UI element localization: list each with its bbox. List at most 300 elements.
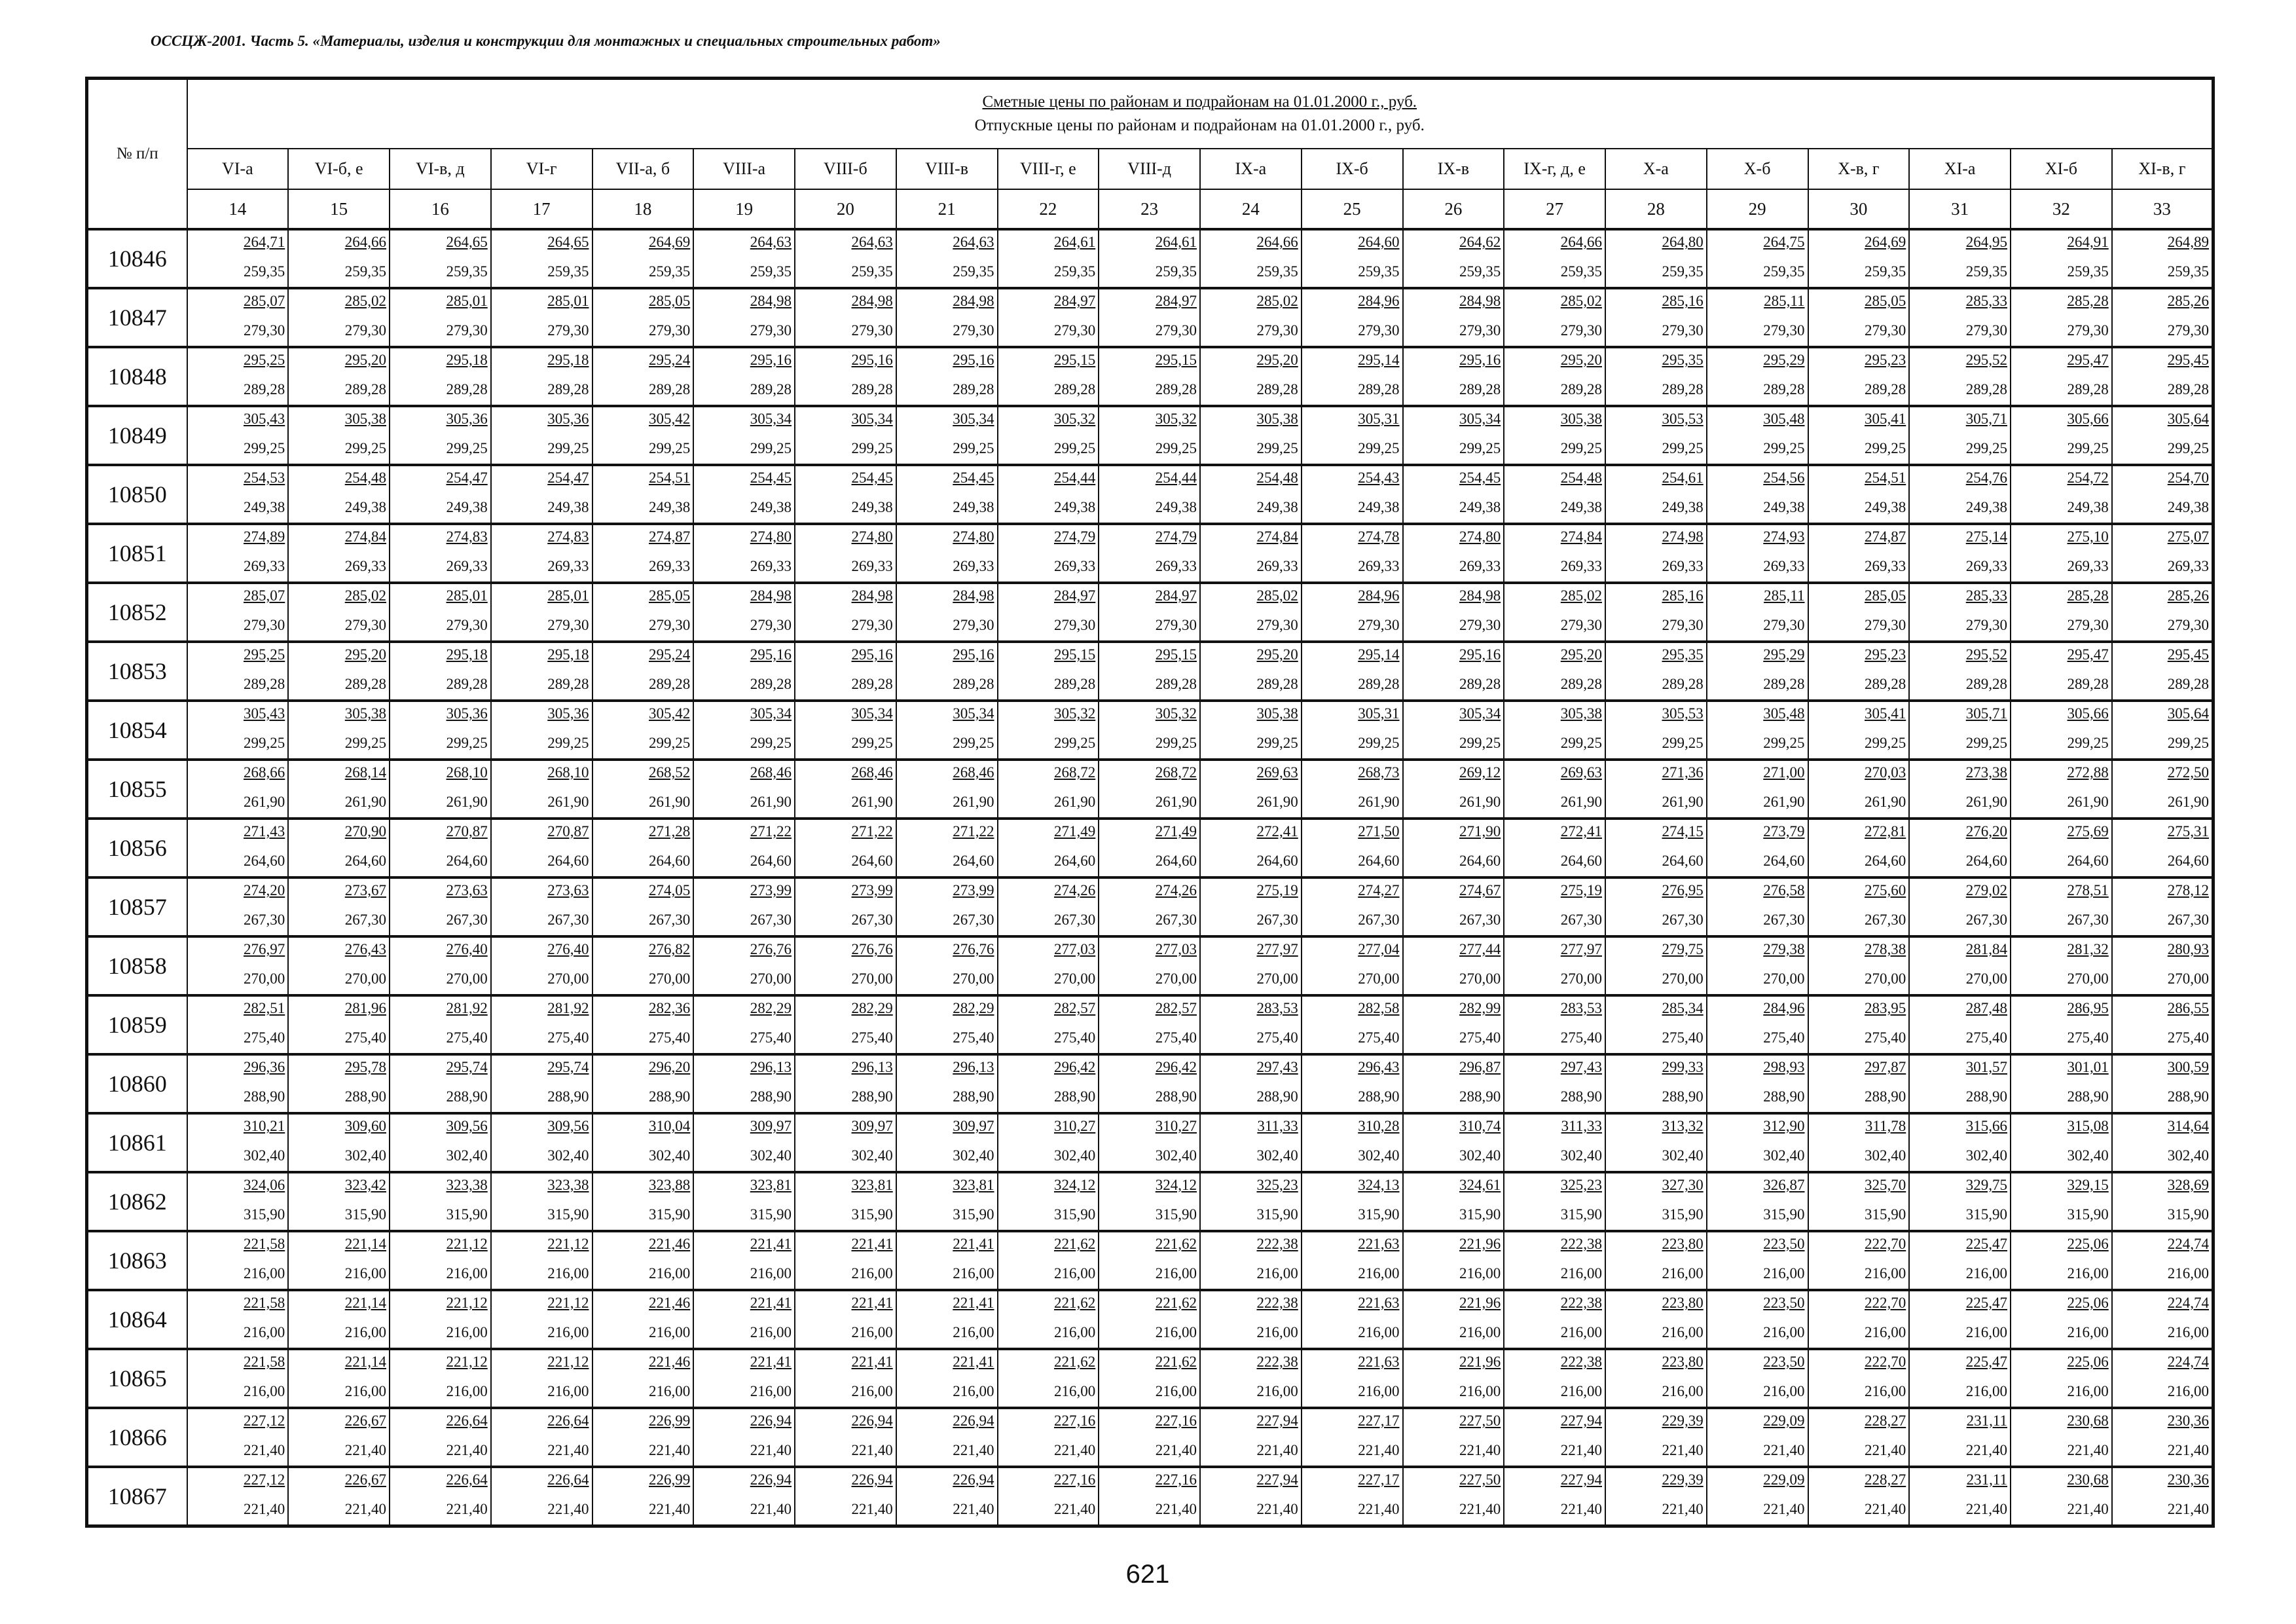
price-cell [1605,1290,1707,1349]
release-price: 289,28 [1662,676,1704,692]
estimated-price: 295,15 [1155,352,1197,368]
release-price: 269,33 [344,558,386,574]
price-cell [2112,995,2214,1054]
estimated-price: 264,65 [547,234,589,250]
estimated-price: 311,33 [1257,1118,1298,1134]
price-cell [1302,1231,1403,1290]
release-price: 289,28 [446,381,488,397]
price-cell [896,877,998,936]
price-cell [1200,877,1302,936]
estimated-price: 305,53 [1662,411,1704,427]
release-price: 275,40 [1459,1029,1501,1046]
price-cell [2011,760,2112,819]
price-cell [1808,229,1910,288]
estimated-price: 305,66 [2067,411,2109,427]
price-cell [1200,701,1302,760]
estimated-price: 221,12 [446,1295,488,1311]
price-cell [1707,583,1808,642]
price-cell [592,1172,694,1231]
zone-header-cell: XI-в, г [2112,149,2214,189]
price-cell [1707,995,1808,1054]
price-cell [2112,1231,2214,1290]
column-number-cell: 22 [998,189,1099,229]
estimated-price: 296,42 [1155,1059,1197,1075]
estimated-price: 315,08 [2067,1118,2109,1134]
estimated-price: 276,95 [1662,882,1704,898]
price-cell [1808,1349,1910,1408]
price-cell [288,819,390,877]
price-cell [1605,1172,1707,1231]
price-cell [1302,819,1403,877]
estimated-price: 221,62 [1155,1236,1197,1252]
release-price: 299,25 [344,735,386,751]
release-price: 279,30 [1865,322,1906,339]
estimated-price: 310,28 [1358,1118,1400,1134]
release-price: 249,38 [1865,499,1906,515]
release-price: 221,40 [1865,1442,1906,1458]
price-cell [2112,819,2214,877]
release-price: 275,40 [547,1029,589,1046]
release-price: 264,60 [750,853,792,869]
estimated-price: 231,11 [1966,1471,2007,1488]
estimated-price: 282,36 [649,1000,691,1016]
estimated-price: 275,19 [1560,882,1602,898]
release-price: 279,30 [1459,322,1501,339]
price-cell [1200,1467,1302,1526]
price-cell [1808,347,1910,406]
release-price: 270,00 [244,970,285,987]
release-price: 221,40 [1662,1501,1704,1517]
estimated-price: 274,15 [1662,823,1704,840]
release-price: 221,40 [1459,1501,1501,1517]
release-price: 279,30 [344,617,386,633]
estimated-price: 326,87 [1763,1177,1805,1193]
release-price: 259,35 [1256,263,1298,280]
row-number: 10866 [87,1408,187,1467]
estimated-price: 230,36 [2167,1412,2209,1429]
price-cell [390,1054,491,1113]
release-price: 221,40 [1965,1501,2007,1517]
price-cell [2112,1054,2214,1113]
price-cell [491,524,592,583]
price-cell [2011,229,2112,288]
estimated-price: 295,74 [446,1059,488,1075]
price-cell [896,229,998,288]
price-cell [2112,642,2214,701]
release-price: 299,25 [2167,735,2209,751]
price-cell [187,465,289,524]
release-price: 264,60 [446,853,488,869]
price-cell [1302,760,1403,819]
release-price: 249,38 [244,499,285,515]
estimated-price: 305,42 [649,705,691,722]
estimated-price: 282,29 [851,1000,893,1016]
release-price: 270,00 [547,970,589,987]
price-cell [288,995,390,1054]
release-price: 299,25 [244,735,285,751]
release-price: 299,25 [953,735,994,751]
estimated-price: 254,76 [1965,470,2007,486]
estimated-price: 221,41 [750,1354,792,1370]
price-cell [491,819,592,877]
release-price: 299,25 [750,440,792,456]
estimated-price: 221,14 [344,1236,386,1252]
estimated-price: 269,12 [1459,764,1501,781]
estimated-price: 295,18 [547,352,589,368]
release-price: 315,90 [1054,1206,1096,1223]
price-cell [1504,1231,1605,1290]
release-price: 279,30 [1763,322,1805,339]
price-cell [1403,1408,1504,1467]
price-cell [1808,1290,1910,1349]
estimated-price: 285,05 [1865,293,1906,309]
estimated-price: 285,02 [1560,587,1602,604]
release-price: 259,35 [1358,263,1400,280]
estimated-price: 222,38 [1560,1236,1602,1252]
estimated-price: 278,51 [2067,882,2109,898]
estimated-price: 254,72 [2067,470,2109,486]
release-price: 270,00 [1459,970,1501,987]
release-price: 221,40 [547,1442,589,1458]
estimated-price: 254,45 [750,470,792,486]
price-cell [390,877,491,936]
release-price: 288,90 [1459,1088,1501,1105]
price-cell [1605,701,1707,760]
release-price: 264,60 [1155,853,1197,869]
price-cell [1909,583,2011,642]
release-price: 289,28 [244,381,285,397]
release-price: 299,25 [1560,735,1602,751]
price-cell [896,1231,998,1290]
estimated-price: 305,71 [1965,411,2007,427]
release-price: 275,40 [1358,1029,1400,1046]
price-cell [693,465,795,524]
release-price: 279,30 [1358,617,1400,633]
price-cell [1605,524,1707,583]
price-cell [998,347,1099,406]
release-price: 315,90 [1763,1206,1805,1223]
estimated-price: 264,62 [1459,234,1501,250]
estimated-price: 285,11 [1764,293,1805,309]
price-cell [693,229,795,288]
release-price: 289,28 [851,381,893,397]
release-price: 267,30 [446,912,488,928]
release-price: 279,30 [1358,322,1400,339]
price-cell [2011,701,2112,760]
price-cell [896,583,998,642]
release-price: 279,30 [2067,322,2109,339]
price-cell [1605,288,1707,347]
price-cell [491,1349,592,1408]
price-cell [795,347,896,406]
table-row [87,1231,2214,1290]
price-cell [1808,1054,1910,1113]
release-price: 249,38 [851,499,893,515]
price-table [85,77,2215,1528]
estimated-price: 276,76 [953,941,994,957]
price-cell [1707,760,1808,819]
release-price: 288,90 [851,1088,893,1105]
table-row [87,760,2214,819]
price-cell [1302,229,1403,288]
estimated-price: 279,02 [1965,882,2007,898]
release-price: 279,30 [1155,322,1197,339]
estimated-price: 282,51 [244,1000,285,1016]
estimated-price: 305,32 [1155,411,1197,427]
table-row [87,229,2214,288]
price-cell [998,229,1099,288]
release-price: 279,30 [547,617,589,633]
price-cell [592,760,694,819]
price-cell [1909,995,2011,1054]
price-cell [1707,819,1808,877]
release-price: 267,30 [244,912,285,928]
release-price: 267,30 [1965,912,2007,928]
estimated-price: 295,20 [1256,352,1298,368]
price-cell [1403,877,1504,936]
release-price: 275,40 [1054,1029,1096,1046]
row-number: 10862 [87,1172,187,1231]
estimated-price: 305,34 [851,705,893,722]
price-cell [592,406,694,465]
estimated-price: 274,78 [1358,528,1400,545]
release-price: 221,40 [2067,1501,2109,1517]
price-cell [1707,936,1808,995]
estimated-price: 275,07 [2167,528,2209,545]
release-price: 264,60 [1459,853,1501,869]
price-cell [1302,701,1403,760]
estimated-price: 287,48 [1965,1000,2007,1016]
column-number-row [87,189,2214,229]
price-cell [1403,465,1504,524]
price-cell [1707,406,1808,465]
price-cell [1302,1290,1403,1349]
estimated-price: 271,49 [1155,823,1197,840]
release-price: 216,00 [2067,1265,2109,1282]
release-price: 216,00 [1662,1324,1704,1340]
estimated-price: 325,23 [1560,1177,1602,1193]
price-cell [1909,229,2011,288]
price-cell [1504,1290,1605,1349]
release-price: 216,00 [1965,1265,2007,1282]
release-price: 299,25 [1256,735,1298,751]
release-price: 269,33 [1155,558,1197,574]
price-cell [1808,819,1910,877]
estimated-price: 295,20 [1560,646,1602,663]
release-price: 269,33 [1965,558,2007,574]
release-price: 269,33 [1256,558,1298,574]
price-cell [1808,406,1910,465]
price-cell [2112,1408,2214,1467]
estimated-price: 305,43 [244,411,285,427]
estimated-price: 283,53 [1560,1000,1602,1016]
release-price: 302,40 [244,1147,285,1164]
release-price: 299,25 [1054,440,1096,456]
table-row [87,877,2214,936]
release-price: 249,38 [1459,499,1501,515]
estimated-price: 295,15 [1054,646,1096,663]
estimated-price: 284,98 [953,293,994,309]
estimated-price: 226,99 [649,1471,691,1488]
price-cell [795,760,896,819]
release-price: 221,40 [244,1442,285,1458]
release-price: 299,25 [1965,735,2007,751]
estimated-price: 227,16 [1054,1471,1096,1488]
release-price: 261,90 [750,794,792,810]
estimated-price: 283,95 [1865,1000,1906,1016]
release-price: 289,28 [1459,676,1501,692]
estimated-price: 295,16 [953,646,994,663]
price-cell [592,1113,694,1172]
price-cell [390,229,491,288]
release-price: 302,40 [1155,1147,1197,1164]
zone-header-cell: VI-г [491,149,592,189]
price-cell [288,347,390,406]
release-price: 269,33 [649,558,691,574]
release-price: 267,30 [2167,912,2209,928]
release-price: 299,25 [2067,735,2109,751]
estimated-price: 278,12 [2167,882,2209,898]
table-row [87,1290,2214,1349]
row-number: 10847 [87,288,187,347]
estimated-price: 271,50 [1358,823,1400,840]
price-cell [1707,1349,1808,1408]
price-cell [1302,406,1403,465]
release-price: 221,40 [750,1442,792,1458]
price-cell [491,465,592,524]
estimated-price: 279,38 [1763,941,1805,957]
release-price: 279,30 [1662,617,1704,633]
estimated-price: 305,38 [344,411,386,427]
release-price: 261,90 [446,794,488,810]
price-cell [1909,936,2011,995]
release-price: 270,00 [1560,970,1602,987]
table-row [87,819,2214,877]
estimated-price: 222,38 [1560,1295,1602,1311]
estimated-price: 285,34 [1662,1000,1704,1016]
release-price: 288,90 [2167,1088,2209,1105]
estimated-price: 285,05 [649,587,691,604]
release-price: 249,38 [1155,499,1197,515]
estimated-price: 282,58 [1358,1000,1400,1016]
release-price: 275,40 [750,1029,792,1046]
price-cell [2112,1113,2214,1172]
estimated-price: 323,88 [649,1177,691,1193]
price-cell [2011,642,2112,701]
estimated-price: 305,42 [649,411,691,427]
price-cell [1808,1231,1910,1290]
release-price: 216,00 [1459,1324,1501,1340]
release-price: 289,28 [1054,676,1096,692]
release-price: 315,90 [851,1206,893,1223]
release-price: 216,00 [2167,1383,2209,1399]
estimated-price: 270,87 [446,823,488,840]
estimated-price: 285,16 [1662,293,1704,309]
estimated-price: 295,18 [547,646,589,663]
price-cell [1302,583,1403,642]
release-price: 299,25 [1256,440,1298,456]
estimated-price: 295,52 [1965,352,2007,368]
price-cell [1605,877,1707,936]
estimated-price: 275,14 [1965,528,2007,545]
release-price: 299,25 [649,735,691,751]
estimated-price: 324,06 [244,1177,285,1193]
release-price: 288,90 [1662,1088,1704,1105]
price-cell [1099,1231,1200,1290]
price-cell [187,1054,289,1113]
price-cell [1909,1172,2011,1231]
price-cell [1302,1172,1403,1231]
release-price: 259,35 [1459,263,1501,280]
release-price: 289,28 [1054,381,1096,397]
estimated-price: 277,04 [1358,941,1400,957]
document-title: ОССЦЖ-2001. Часть 5. «Материалы, изделия и конструкции для монтажных и специальных строительных работ» [151,33,941,49]
release-price: 269,33 [1054,558,1096,574]
estimated-price: 296,13 [750,1059,792,1075]
release-price: 289,28 [1256,676,1298,692]
release-price: 216,00 [244,1265,285,1282]
price-cell [1605,347,1707,406]
estimated-price: 295,74 [547,1059,589,1075]
release-price: 288,90 [1256,1088,1298,1105]
estimated-price: 221,58 [244,1354,285,1370]
estimated-price: 223,80 [1662,1236,1704,1252]
row-number: 10852 [87,583,187,642]
price-cell [288,1349,390,1408]
price-cell [1200,760,1302,819]
price-cell [288,1408,390,1467]
estimated-price: 285,01 [547,293,589,309]
price-cell [491,1231,592,1290]
estimated-price: 295,35 [1662,352,1704,368]
estimated-price: 305,64 [2167,705,2209,722]
release-price: 261,90 [649,794,691,810]
release-price: 289,28 [649,381,691,397]
estimated-price: 268,72 [1054,764,1096,781]
release-price: 216,00 [1865,1324,1906,1340]
release-price: 216,00 [1054,1324,1096,1340]
estimated-price: 277,03 [1155,941,1197,957]
release-price: 216,00 [244,1383,285,1399]
price-cell [187,1467,289,1526]
release-price: 275,40 [1865,1029,1906,1046]
release-price: 216,00 [953,1383,994,1399]
estimated-price: 268,73 [1358,764,1400,781]
price-cell [693,642,795,701]
price-cell [2112,406,2214,465]
estimated-price: 295,16 [953,352,994,368]
table-row [87,583,2214,642]
release-price: 221,40 [953,1501,994,1517]
estimated-price: 282,57 [1155,1000,1197,1016]
price-cell [592,347,694,406]
table-row [87,1467,2214,1526]
release-price: 270,00 [1155,970,1197,987]
estimated-price: 226,67 [344,1471,386,1488]
release-price: 315,90 [750,1206,792,1223]
release-price: 267,30 [1358,912,1400,928]
release-price: 264,60 [547,853,589,869]
estimated-price: 284,97 [1155,293,1197,309]
price-cell [998,995,1099,1054]
release-price: 275,40 [649,1029,691,1046]
price-cell [998,1467,1099,1526]
release-price: 289,28 [1560,676,1602,692]
column-number-cell: 31 [1909,189,2011,229]
estimated-price: 305,38 [1256,411,1298,427]
estimated-price: 223,50 [1763,1236,1805,1252]
estimated-price: 285,33 [1965,587,2007,604]
